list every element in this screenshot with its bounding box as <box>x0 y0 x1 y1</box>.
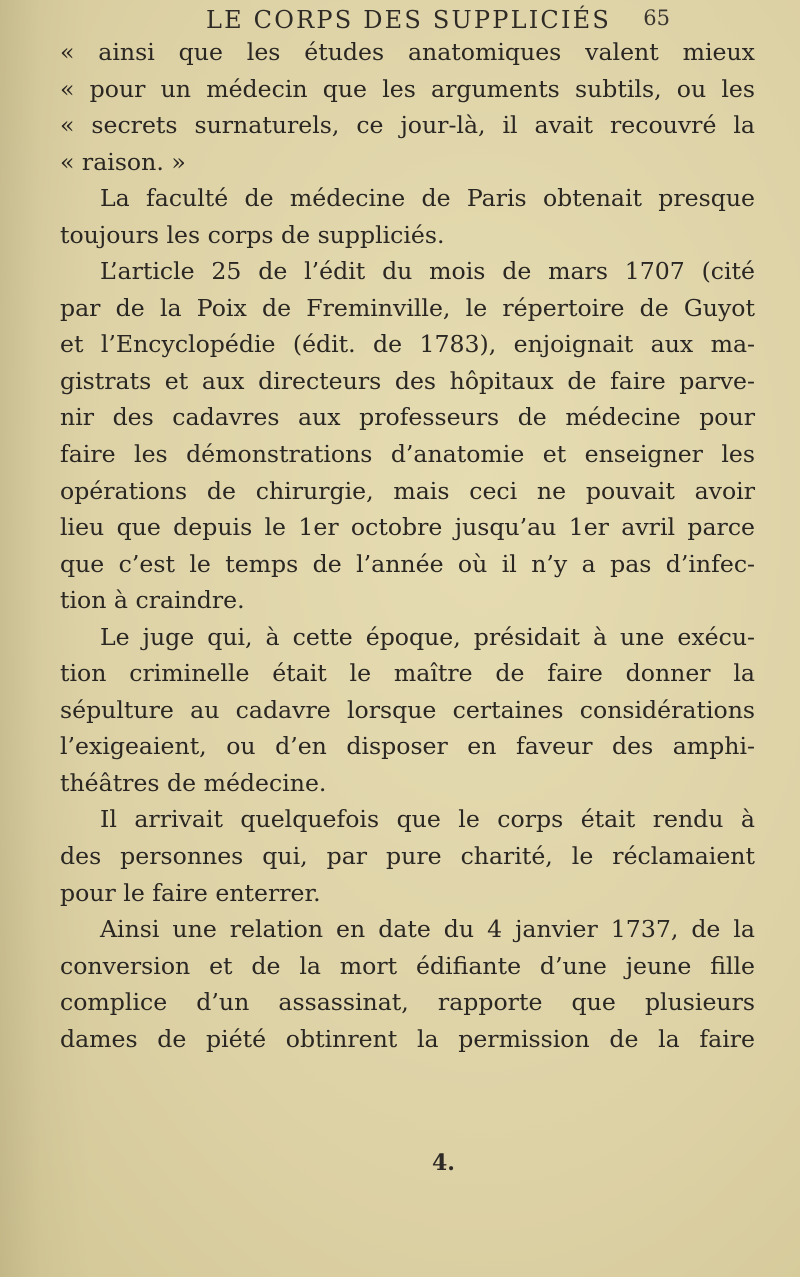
text-line: toujours les corps de suppliciés. <box>60 220 445 249</box>
text-line: complice d’un assassinat, rapporte que plusieurs <box>60 988 755 1017</box>
signature-mark: 4. <box>432 1150 455 1176</box>
running-title: LE CORPS DES SUPPLICIÉS <box>206 6 612 34</box>
text-line: tion à craindre. <box>60 586 245 615</box>
text-line: La faculté de médecine de Paris obtenait presque <box>100 184 755 213</box>
text-line: Le juge qui, à cette époque, présidait à une exécu- <box>100 622 755 651</box>
text-line: conversion et de la mort édifiante d’une jeune fille <box>60 951 755 980</box>
text-line: opérations de chirurgie, mais ceci ne pouvait avoir <box>60 476 755 505</box>
text-line: Il arrivait quelquefois que le corps était rendu à <box>100 805 755 834</box>
text-line: lieu que depuis le 1er octobre jusqu’au 1er avril parce <box>60 513 755 542</box>
text-line: pour le faire enterrer. <box>60 878 321 907</box>
text-line: gistrats et aux directeurs des hôpitaux de faire parve- <box>60 366 755 395</box>
text-line: sépulture au cadavre lorsque certaines considérations <box>60 695 755 724</box>
text-line: théâtres de médecine. <box>60 768 327 797</box>
text-line: Ainsi une relation en date du 4 janvier 1737, de la <box>100 915 755 944</box>
text-line: L’article 25 de l’édit du mois de mars 1707 (cité <box>100 257 755 286</box>
text-line: dames de piété obtinrent la permission de la faire <box>60 1024 755 1053</box>
text-line: « raison. » <box>60 147 186 176</box>
text-line: tion criminelle était le maître de faire donner la <box>60 659 755 688</box>
body-text <box>60 34 755 1057</box>
text-line: nir des cadavres aux professeurs de médecine pour <box>60 403 755 432</box>
text-line: faire les démonstrations d’anatomie et enseigner les <box>60 440 755 469</box>
text-line: « ainsi que les études anatomiques valent mieux <box>60 38 755 66</box>
text-line: des personnes qui, par pure charité, le réclamaient <box>60 842 755 871</box>
text-line: par de la Poix de Freminville, le répertoire de Guyot <box>60 293 755 322</box>
page-number: 65 <box>643 6 670 30</box>
text-line: que c’est le temps de l’année où il n’y a pas d’infec- <box>60 549 755 578</box>
text-line: « pour un médecin que les arguments subtils, ou les <box>60 74 755 103</box>
text-line: et l’Encyclopédie (édit. de 1783), enjoignait aux ma- <box>60 330 755 359</box>
text-line: l’exigeaient, ou d’en disposer en faveur des amphi- <box>60 732 755 761</box>
text-line: « secrets surnaturels, ce jour-là, il avait recouvré la <box>60 111 755 140</box>
